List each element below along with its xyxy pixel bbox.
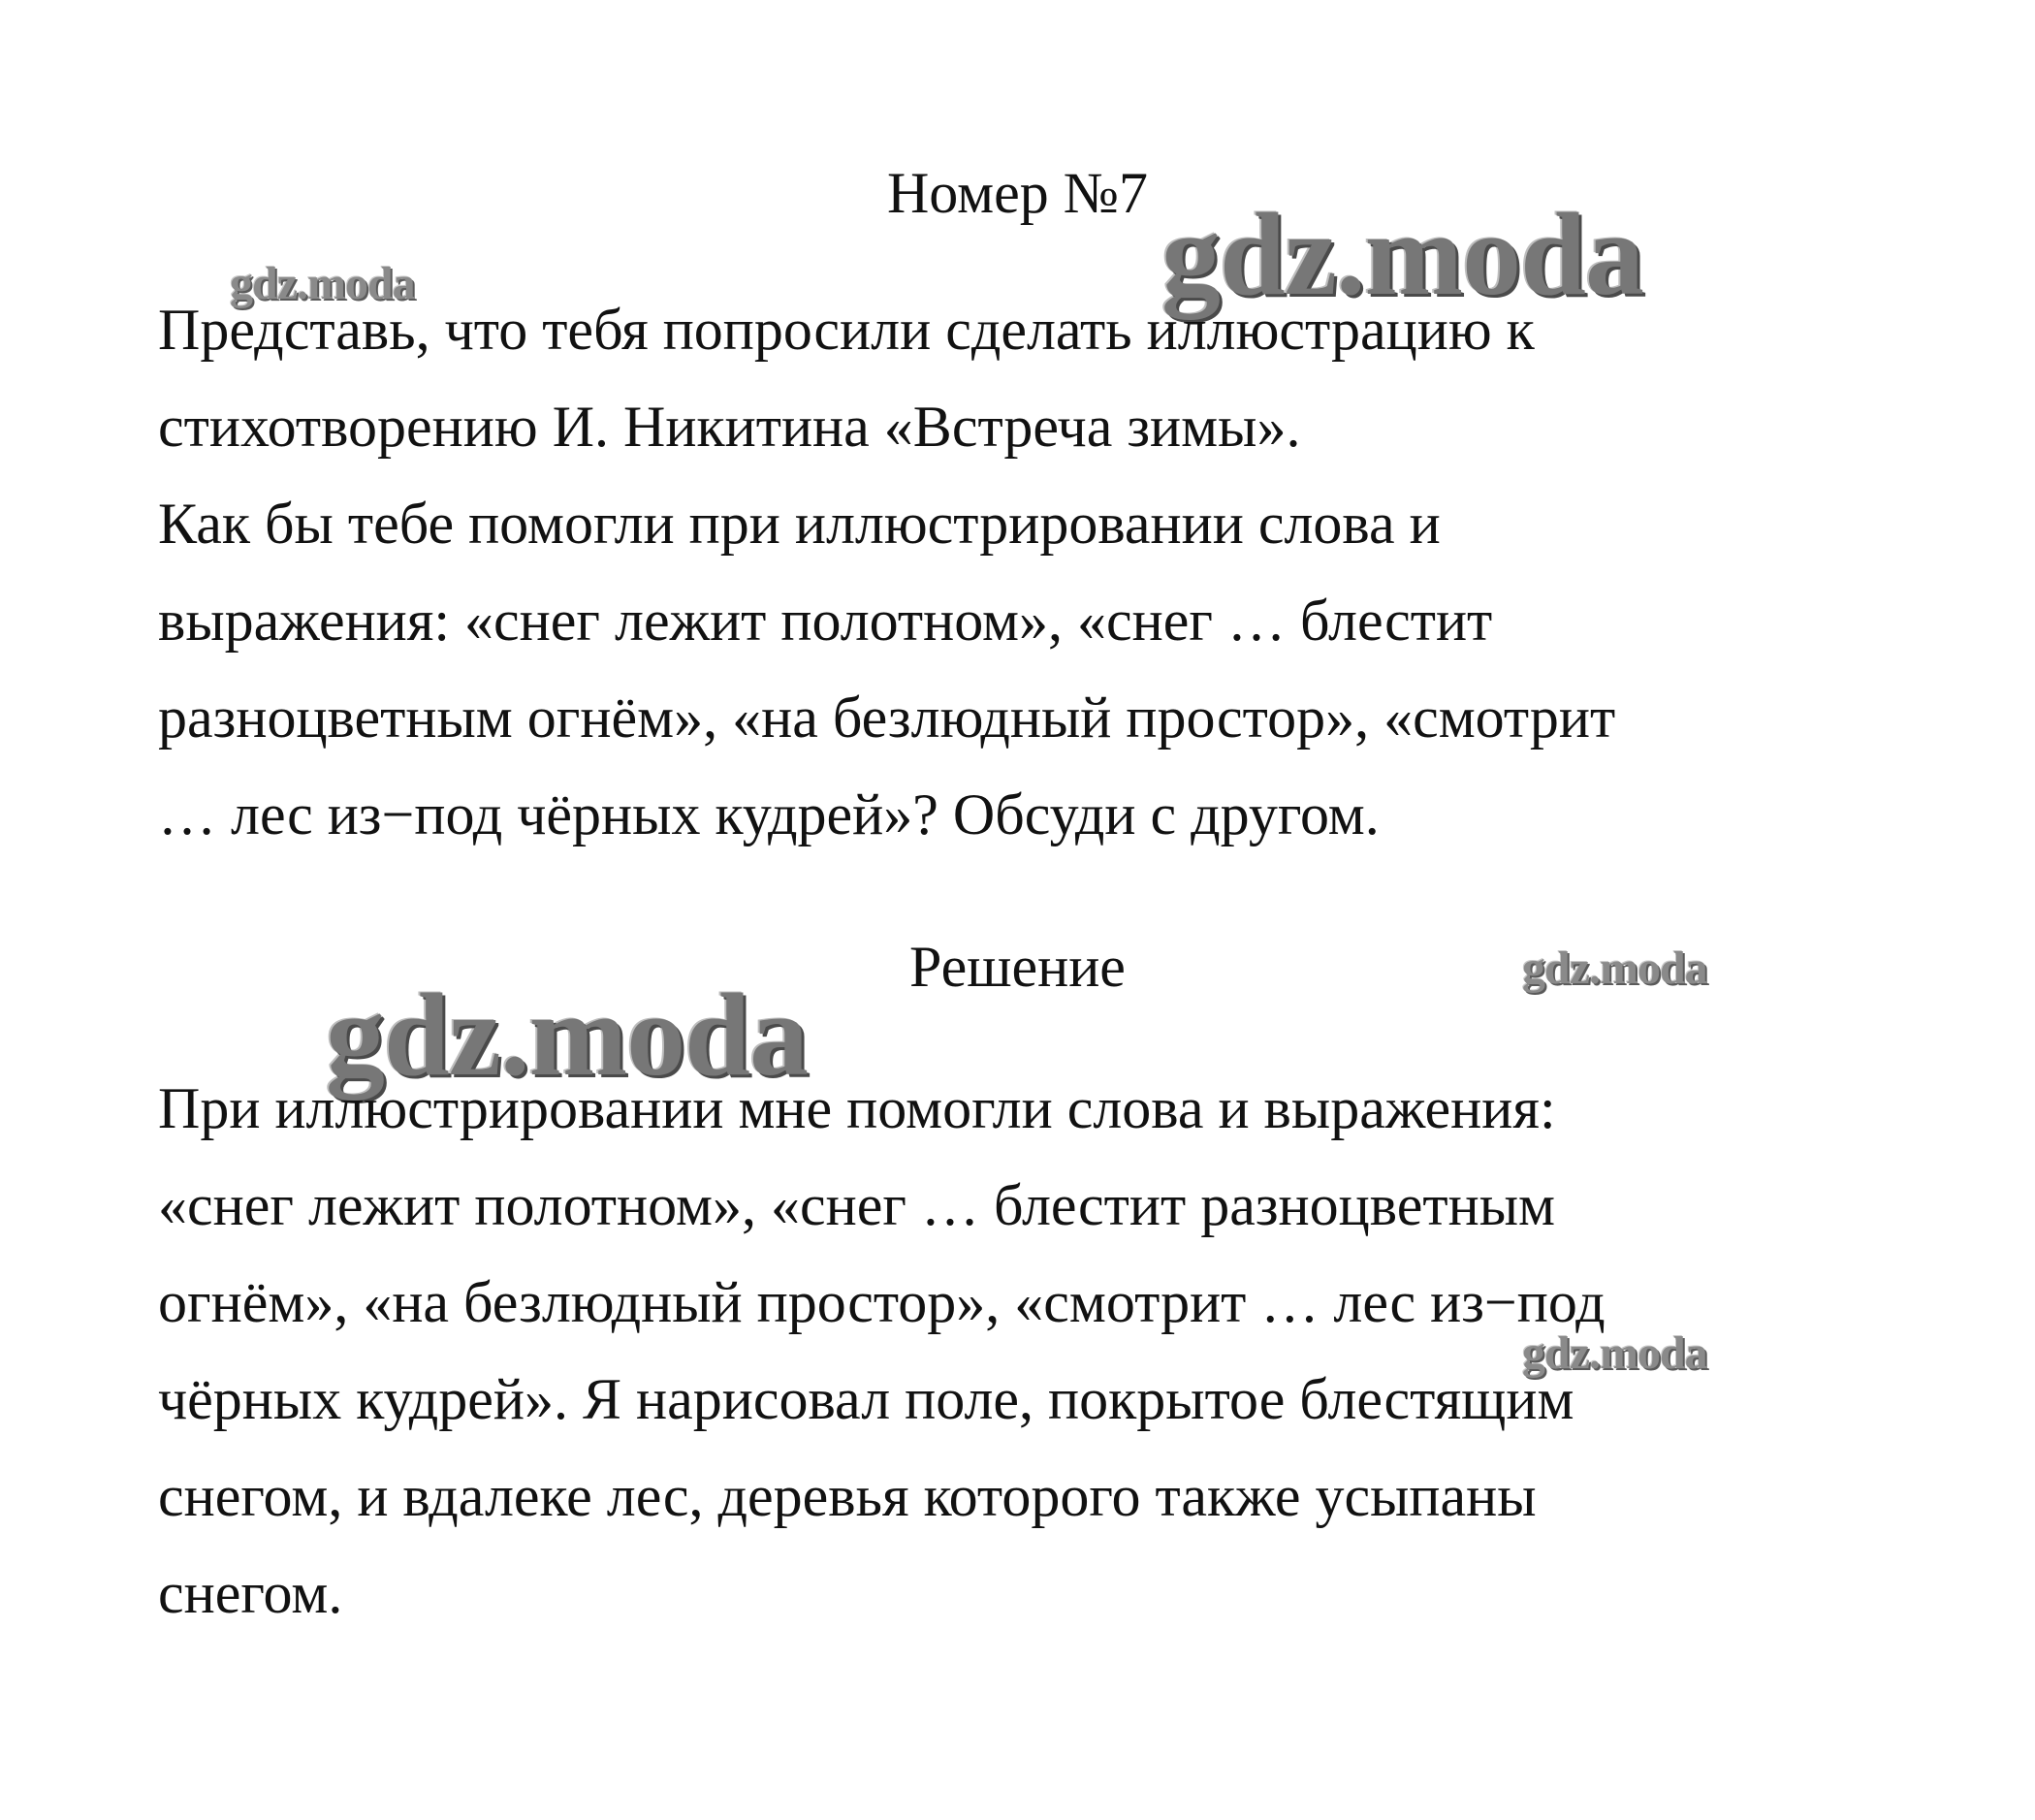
solution-line: чёрных кудрей». Я нарисовал поле, покрытое блестящим — [158, 1367, 1574, 1431]
solution-line: «снег лежит полотном», «снег … блестит разноцветным — [158, 1173, 1555, 1237]
solution-line: снегом, и вдалеке лес, деревья которого также усыпаны — [158, 1464, 1537, 1528]
solution-line: огнём», «на безлюдный простор», «смотрит … лес из−под — [158, 1270, 1606, 1334]
task-line: выражения: «снег лежит полотном», «снег … блестит — [158, 589, 1493, 653]
watermark-logo: gdz.moda — [1522, 1327, 1707, 1379]
task-line: разноцветным огнём», «на безлюдный простор», «смотрит — [158, 686, 1616, 750]
task-line: Представь, что тебя попросили сделать иллюстрацию к — [158, 298, 1535, 362]
solution-line: При иллюстрировании мне помогли слова и выражения: — [158, 1076, 1556, 1140]
task-line: Как бы тебе помогли при иллюстрировании слова и — [158, 492, 1441, 556]
watermark-logo: gdz.moda — [1522, 942, 1707, 994]
solution-heading: Решение — [909, 935, 1126, 999]
page-title: Номер №7 — [886, 161, 1149, 225]
solution-line: снегом. — [158, 1561, 343, 1625]
task-line: … лес из−под чёрных кудрей»? Обсуди с другом. — [158, 782, 1380, 846]
watermark-logo: gdz.moda — [1161, 189, 1643, 320]
watermark-logo: gdz.moda — [230, 258, 415, 309]
watermark-logo: gdz.moda — [326, 970, 808, 1101]
task-line: стихотворению И. Никитина «Встреча зимы». — [158, 395, 1301, 459]
